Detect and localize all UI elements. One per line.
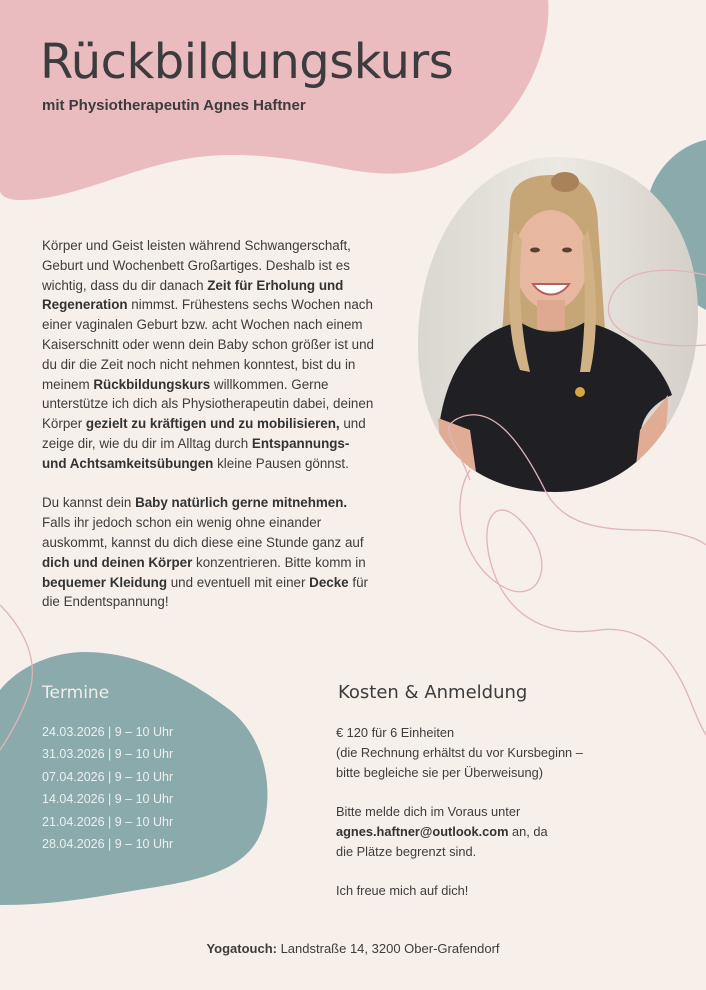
kosten-text — [336, 723, 636, 901]
price-text: € 120 für 6 Einheiten — [336, 725, 455, 740]
termine-list — [42, 721, 173, 855]
intro-text — [42, 236, 377, 632]
page-subtitle: mit Physiotherapeutin Agnes Haftner — [42, 97, 306, 114]
register-line-3: die Plätze begrenzt sind. — [336, 843, 477, 859]
venue-address: Landstraße 14, 3200 Ober-Grafendorf — [276, 941, 500, 956]
footer-address — [0, 941, 706, 956]
intro-paragraph-1: Körper und Geist leisten während Schwangerschaft, Geburt und Wochenbett Großartiges. Deshalb ist es wichtig, dass du dir danach Zeit für Erholung und Regeneration nimmst. Frühestens sechs Wochen nach einer vaginalen Geburt bzw. acht Wochen nach einem Kaiserschnitt oder wenn dein Baby schon größer ist und du dir die Zeit noch nicht nehmen konntest, bist du in meinem Rückbildungskurs willkommen. Gerne unterstütze ich dich als Physiotherapeutin dabei, deinen Körper gezielt zu kräftigen und zu mobilisieren, und zeige dir, wie du dir im Alltag durch Entspannungs- und Achtsamkeitsübungen kleine Pausen gönnst. — [42, 238, 374, 471]
termine-heading: Termine — [42, 683, 110, 703]
termine-date: 28.04.2026 | 9 – 10 Uhr — [42, 837, 174, 852]
termine-date: 31.03.2026 | 9 – 10 Uhr — [42, 747, 174, 762]
termine-date: 21.04.2026 | 9 – 10 Uhr — [42, 814, 174, 829]
email-link[interactable]: agnes.haftner@outlook.com — [336, 823, 509, 839]
intro-paragraph-2: Du kannst dein Baby natürlich gerne mitnehmen. Falls ihr jedoch schon ein wenig ohne einander auskommt, kannst du dich diese eine Stunde ganz auf dich und deinen Körper konzentrieren. Bitte komm in bequemer Kleidung und eventuell mit einer Decke für die Endentspannung! — [42, 495, 368, 610]
termine-date: 24.03.2026 | 9 – 10 Uhr — [42, 725, 174, 739]
venue-name: Yogatouch: — [206, 941, 277, 956]
termine-date: 07.04.2026 | 9 – 10 Uhr — [42, 769, 174, 784]
kosten-heading: Kosten & Anmeldung — [338, 682, 528, 703]
register-line-2: agnes.haftner@outlook.com an, da — [336, 823, 548, 839]
invoice-note-line-2: bitte begleiche sie per Überweisung) — [336, 764, 543, 780]
termine-date: 14.04.2026 | 9 – 10 Uhr — [42, 792, 174, 807]
invoice-note-line-1: (die Rechnung erhältst du vor Kursbeginn – — [336, 744, 583, 760]
closing-text: Ich freue mich auf dich! — [336, 883, 469, 899]
register-line-1: Bitte melde dich im Voraus unter — [336, 804, 521, 820]
page-title: Rückbildungskurs — [40, 34, 454, 90]
